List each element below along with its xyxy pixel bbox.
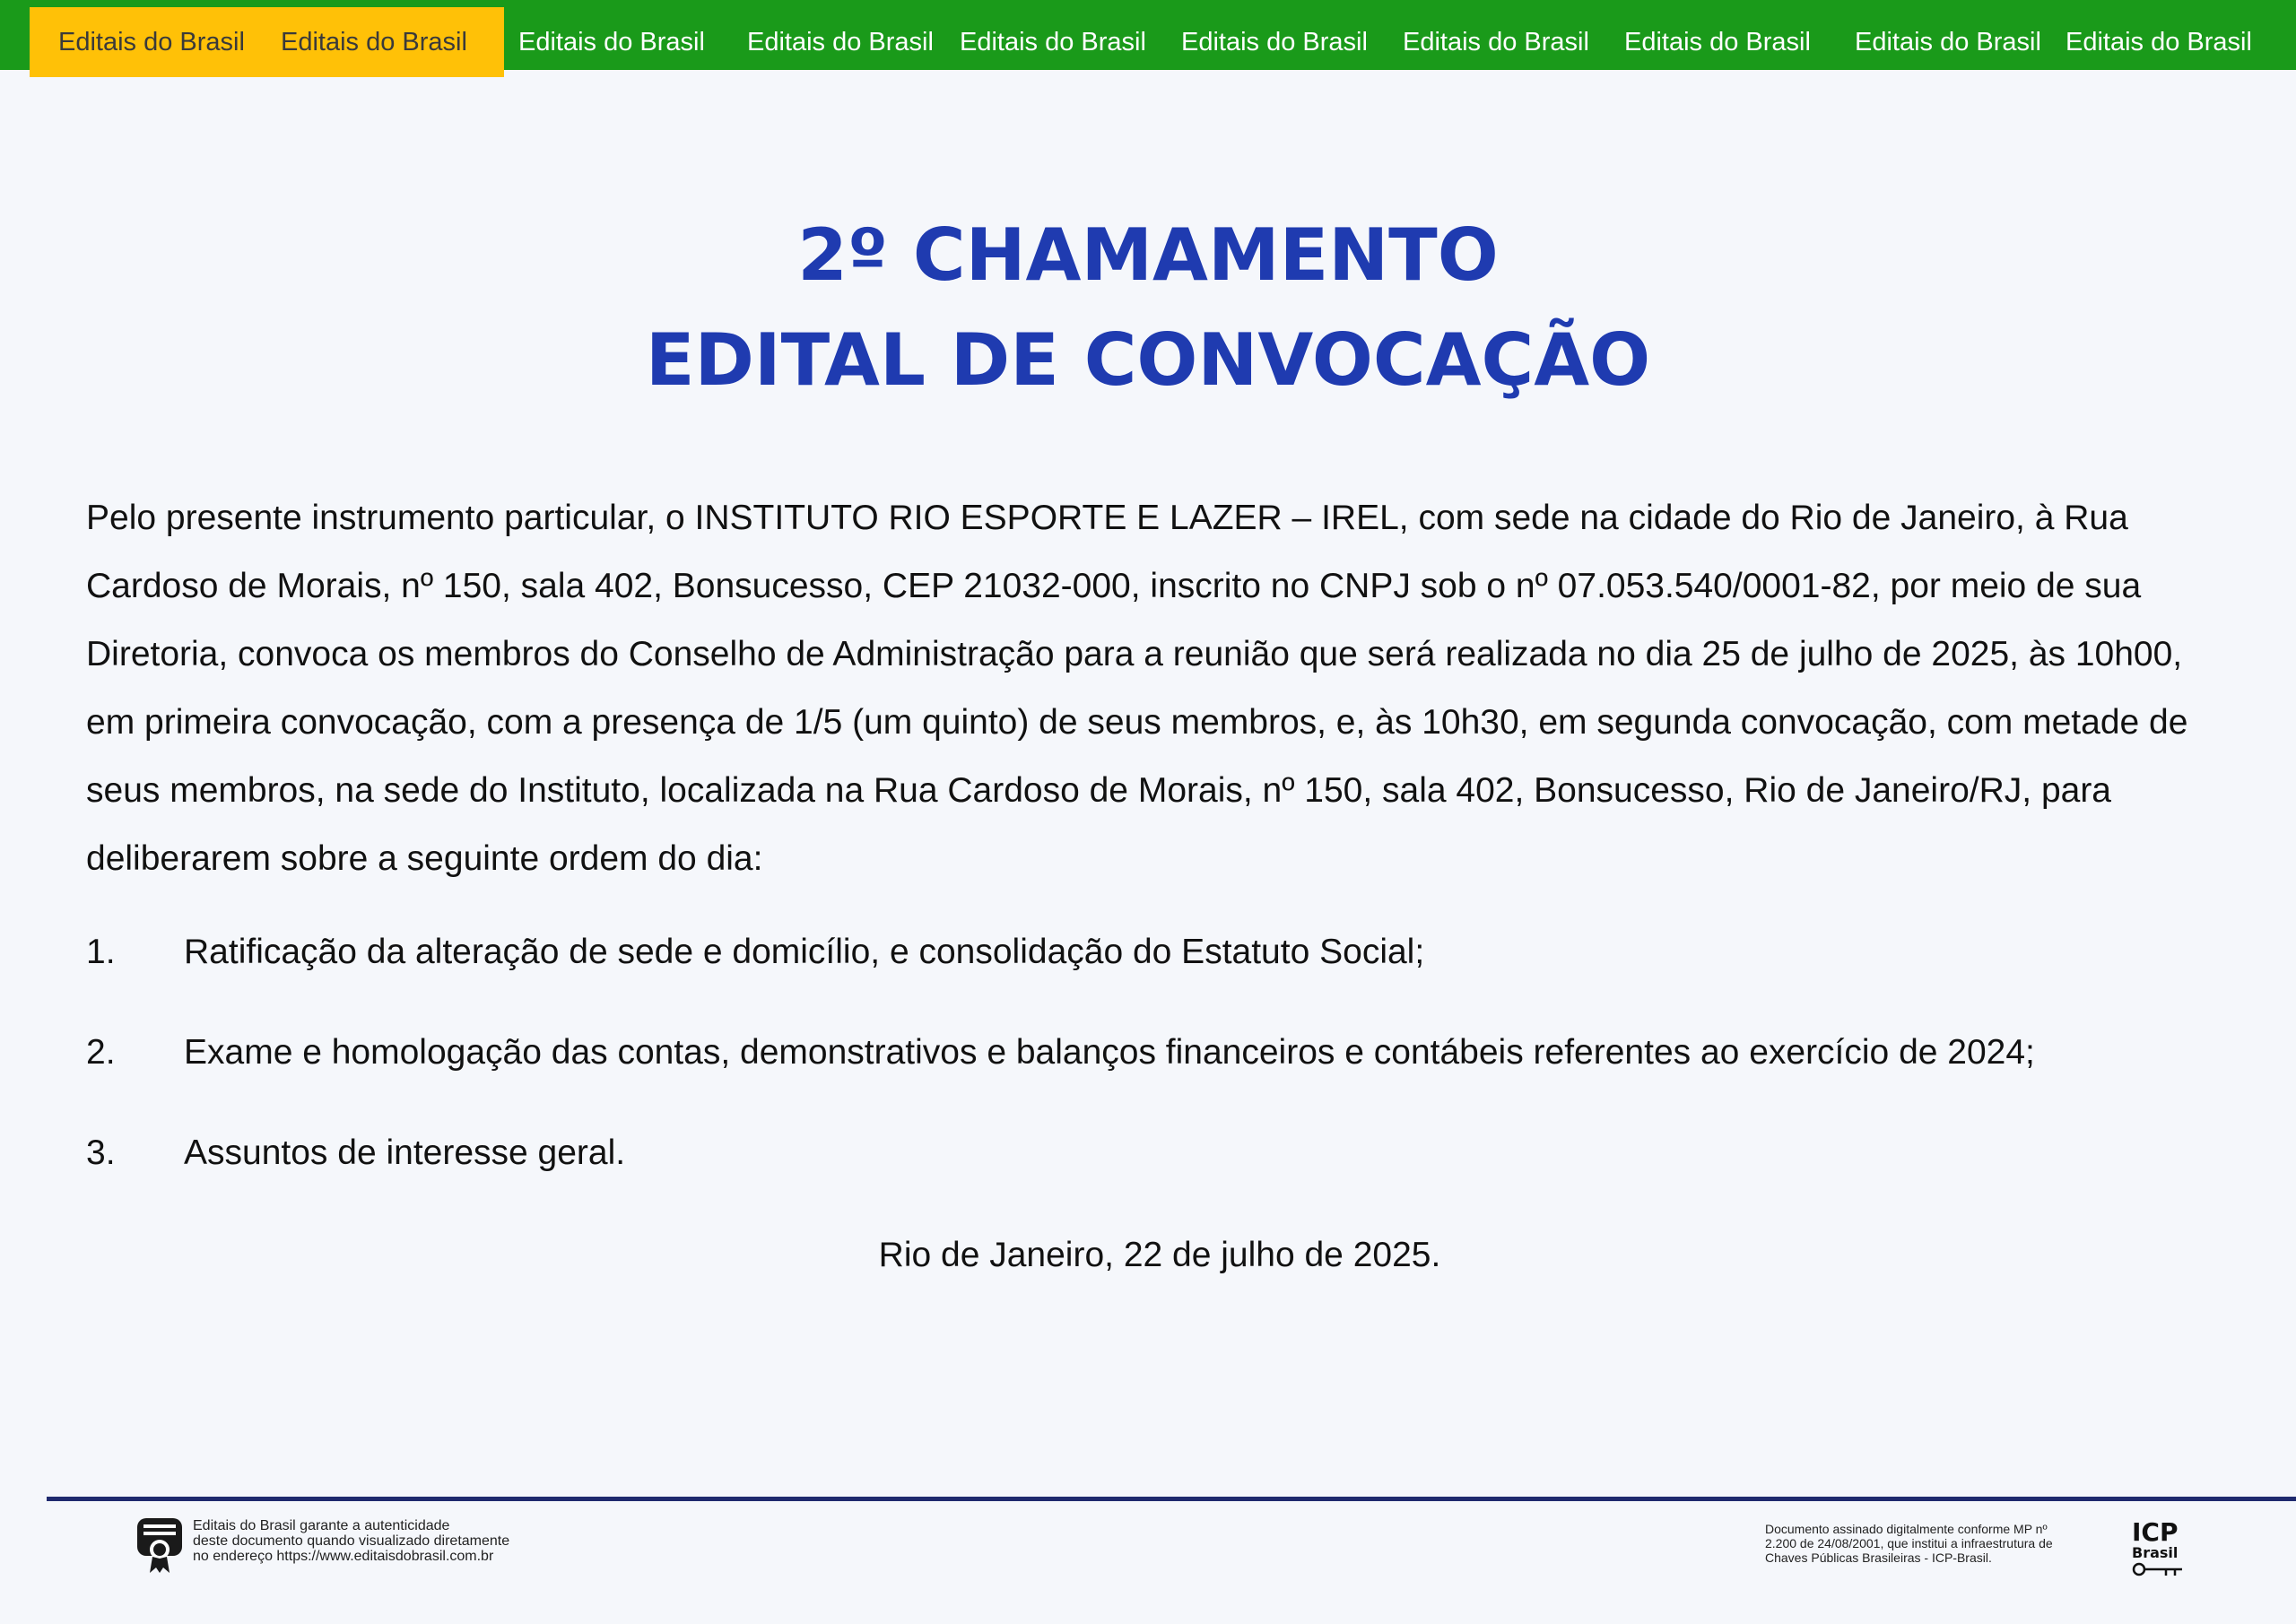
agenda-item-text: Exame e homologação das contas, demonstrativos e balanços financeiros e contábeis referentes ao exercício de 2024; xyxy=(184,1033,2035,1072)
digital-signature-line: Documento assinado digitalmente conforme MP nº xyxy=(1765,1522,2048,1536)
agenda-item-number: 1. xyxy=(86,933,116,971)
document-body: Pelo presente instrumento particular, o INSTITUTO RIO ESPORTE E LAZER – IREL, com sede na cidade do Rio de Janeiro, à Rua Cardoso de Morais, nº 150, sala 402, Bonsucesso, CEP 21032-000, inscrito no CNPJ sob o nº 07.053.540/0001-82, por meio de sua Diretoria, convoca os membros do Conselho de Administração para a reunião que será realizada no dia 25 de julho de 2025, às 10h00, em primeira convocação, com a presença de 1/5 (um quinto) de seus membros, e, às 10h30, em segunda convocação, com metade de seus membros, na sede do Instituto, localizada na Rua Cardoso de Morais, nº 150, sala 402, Bonsucesso, Rio de Janeiro/RJ, para deliberarem sobre a seguinte ordem do dia: xyxy=(86,499,2188,878)
digital-signature-line: Chaves Públicas Brasileiras - ICP-Brasil. xyxy=(1765,1550,1992,1565)
agenda-item-number: 3. xyxy=(86,1133,116,1172)
top-banner-tab[interactable]: Editais do Brasil xyxy=(281,28,467,56)
agenda-item xyxy=(86,1133,625,1173)
top-banner-tab[interactable]: Editais do Brasil xyxy=(1403,28,1589,56)
top-banner-tab[interactable]: Editais do Brasil xyxy=(2066,28,2252,56)
top-banner-tab[interactable]: Editais do Brasil xyxy=(518,28,705,56)
top-banner-tab[interactable]: Editais do Brasil xyxy=(1624,28,1811,56)
agenda-item-text: Assuntos de interesse geral. xyxy=(184,1133,626,1172)
top-banner-tab[interactable]: Editais do Brasil xyxy=(960,28,1146,56)
authenticity-notice-line: Editais do Brasil garante a autenticidade xyxy=(193,1518,450,1533)
top-banner-tab[interactable]: Editais do Brasil xyxy=(747,28,934,56)
authenticity-notice-line: no endereço https://www.editaisdobrasil.com.br xyxy=(193,1549,494,1564)
footer-divider xyxy=(47,1497,2296,1501)
top-banner-tab[interactable]: Editais do Brasil xyxy=(1855,28,2041,56)
place-and-date: Rio de Janeiro, 22 de julho de 2025. xyxy=(878,1236,1441,1274)
icp-brasil-logo xyxy=(2130,1515,2186,1580)
agenda-item-number: 2. xyxy=(86,1033,116,1072)
authenticity-notice-line: deste documento quando visualizado diretamente xyxy=(193,1533,510,1549)
agenda-item xyxy=(86,933,1424,972)
digital-signature-line: 2.200 de 24/08/2001, que institui a infraestrutura de xyxy=(1765,1536,2053,1550)
icp-logo-text: ICP xyxy=(2132,1517,2179,1547)
agenda-item xyxy=(86,1033,2035,1073)
document-title-line1: 2º CHAMAMENTO xyxy=(797,213,1499,297)
document-title-line2: EDITAL DE CONVOCAÇÃO xyxy=(645,318,1651,402)
agenda-item-text: Ratificação da alteração de sede e domicílio, e consolidação do Estatuto Social; xyxy=(184,933,1425,971)
top-banner-tab[interactable]: Editais do Brasil xyxy=(58,28,245,56)
certificate-icon xyxy=(135,1515,185,1575)
authenticity-notice xyxy=(193,1518,509,1564)
icp-logo-subtext: Brasil xyxy=(2132,1544,2179,1561)
top-banner-tab[interactable]: Editais do Brasil xyxy=(1181,28,1368,56)
digital-signature-notice xyxy=(1765,1522,2053,1565)
